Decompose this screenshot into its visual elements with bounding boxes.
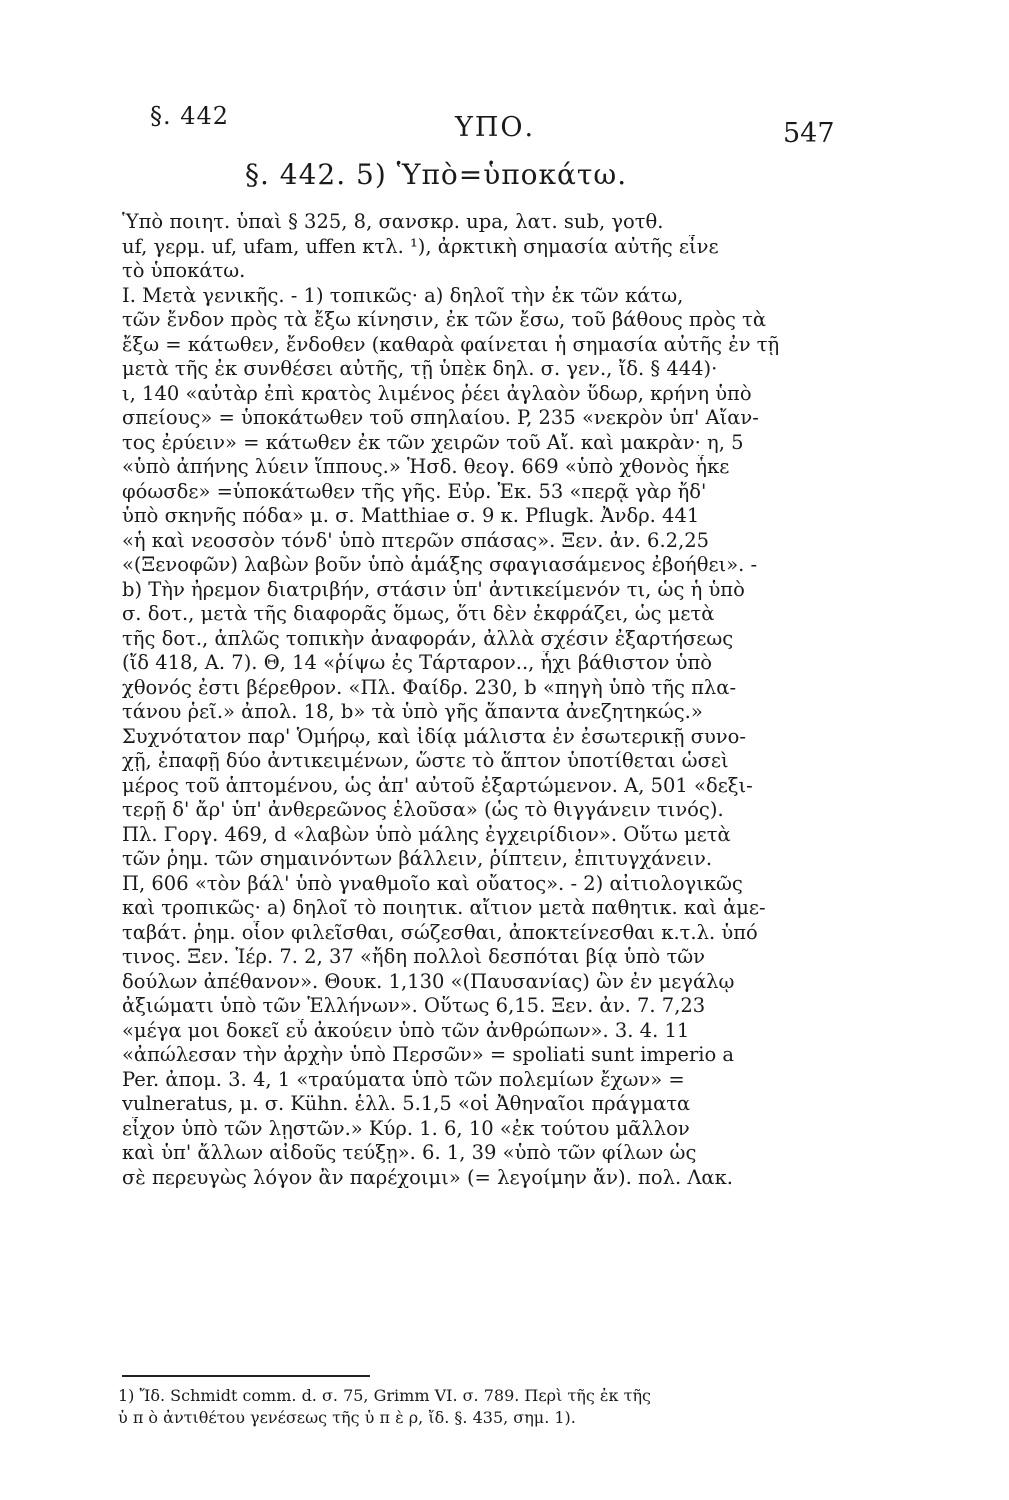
body-line: σὲ περευγὼς λόγον ἂν παρέχοιμι» (= λεγοίμην ἄν). πολ. Λακ. <box>122 1165 733 1189</box>
body-line: «(Ξενοφῶν) λαβὼν βοῦν ὑπὸ ἁμάξης σφαγιασάμενος ἐβοήθει». - <box>122 553 758 576</box>
footnote-rule <box>122 1375 370 1377</box>
body-line: τινος. Ξεν. Ἱέρ. 7. 2, 37 «ἤδη πολλοὶ δεσπόται βίᾳ ὑπὸ τῶν <box>122 945 706 968</box>
body-line: vulneratus, μ. σ. Kühn. ἑλλ. 5.1,5 «οἱ Ἀθηναῖοι πράγματα <box>122 1092 691 1115</box>
body-line: «μέγα μοι δοκεῖ εὖ ἀκούειν ὑπὸ τῶν ἀνθρώπων». 3. 4. 11 <box>122 1018 690 1042</box>
body-line: Πλ. Γοργ. 469, d «λαβὼν ὑπὸ μάλης ἐγχειρίδιον». Οὕτω μετὰ <box>122 822 731 846</box>
body-line: φόωσδε» =ὑποκάτωθεν τῆς γῆς. Εὐρ. Ἑκ. 53 «περᾷ γὰρ ἤδ' <box>122 479 707 503</box>
body-line: (ἴδ 418, A. 7). Θ, 14 «ῥίψω ἐς Τάρταρον.., ἧχι βάθιστον ὑπὸ <box>122 651 713 674</box>
body-line: τάνου ῥεῖ.» ἀπολ. 18, b» τὰ ὑπὸ γῆς ἅπαντα ἀνεζητηκώς.» <box>122 700 703 723</box>
body-line: τος ἐρύειν» = κάτωθεν ἐκ τῶν χειρῶν τοῦ Αἴ. καὶ μακρὰν· η, 5 <box>122 430 744 454</box>
body-line: «ὑπὸ ἀπήνης λύειν ἵππους.» Ἡσδ. θεογ. 669 «ὑπὸ χθονὸς ἧκε <box>122 455 730 478</box>
body-line: τὸ ὑποκάτω. <box>122 259 246 282</box>
body-line: μετὰ τῆς ἐκ συνθέσει αὐτῆς, τῇ ὑπὲκ δηλ. σ. γεν., ἴδ. § 444)· <box>122 357 718 380</box>
page-number: 547 <box>783 118 835 149</box>
body-line: μέρος τοῦ ἁπτομένου, ὡς ἀπ' αὐτοῦ ἐξαρτώμενον. A, 501 «δεξι- <box>122 773 753 797</box>
body-line: σ. δοτ., μετὰ τῆς διαφορᾶς ὅμως, ὅτι δὲν ἐκφράζει, ὡς μετὰ <box>122 602 715 625</box>
body-line: δούλων ἀπέθανον». Θουκ. 1,130 «(Παυσανίας) ὢν ἐν μεγάλῳ <box>122 969 735 993</box>
footnote-line: ὑ π ὸ ἀντιθέτου γενέσεως τῆς ὑ π ὲ ρ, ἴδ. §. 435, σημ. 1). <box>118 1408 576 1427</box>
body-line: τῶν ῥημ. τῶν σημαινόντων βάλλειν, ῥίπτειν, ἐπιτυγχάνειν. <box>122 847 713 870</box>
section-reference: §. 442 <box>150 102 230 130</box>
body-line: ἔξω = κάτωθεν, ἔνδοθεν (καθαρὰ φαίνεται ἡ σημασία αὐτῆς ἐν τῇ <box>122 332 780 356</box>
footnote <box>118 1385 838 1429</box>
body-line: Συχνότατον παρ' Ὁμήρῳ, καὶ ἰδίᾳ μάλιστα ἐν ἐσωτερικῇ συνο- <box>122 724 746 748</box>
body-line: σπείους» = ὑποκάτωθεν τοῦ σπηλαίου. P, 235 «νεκρὸν ὑπ' Αἴαν- <box>122 406 759 429</box>
body-text <box>122 210 832 1190</box>
body-line: τῆς δοτ., ἁπλῶς τοπικὴν ἀναφοράν, ἀλλὰ σχέσιν ἐξαρτήσεως <box>122 626 734 650</box>
body-line: Π, 606 «τὸν βάλ' ὑπὸ γναθμοῖο καὶ οὔατος». - 2) αἰτιολογικῶς <box>122 871 743 895</box>
body-line: τῶν ἔνδον πρὸς τὰ ἔξω κίνησιν, ἐκ τῶν ἔσω, τοῦ βάθους πρὸς τὰ <box>122 308 767 331</box>
body-line: uf, γερμ. uf, ufam, uffen κτλ. ¹), ἀρκτικὴ σημασία αὐτῆς εἶνε <box>122 234 719 258</box>
body-line: καὶ τροπικῶς· a) δηλοῖ τὸ ποιητικ. αἴτιον μετὰ παθητικ. καὶ ἀμε- <box>122 896 766 919</box>
body-line: ταβάτ. ῥημ. οἷον φιλεῖσθαι, σώζεσθαι, ἀποκτείνεσθαι κ.τ.λ. ὑπό <box>122 920 758 944</box>
body-line: Ὑπὸ ποιητ. ὑπαὶ § 325, 8, σανσκρ. upa, λατ. sub, γοτθ. <box>122 210 664 233</box>
body-line: «ἡ καὶ νεοσσὸν τόνδ' ὑπὸ πτερῶν σπάσας». Ξεν. ἀν. 6.2,25 <box>122 528 710 552</box>
body-line: «ἀπώλεσαν τὴν ἀρχὴν ὑπὸ Περσῶν» = spoliati sunt imperio a <box>122 1043 735 1066</box>
body-line: ὑπὸ σκηνῆς πόδα» μ. σ. Matthiae σ. 9 κ. Pflugk. Ἀνδρ. 441 <box>122 504 700 527</box>
section-heading: §. 442. 5) Ὑπὸ=ὑποκάτω. <box>245 158 628 191</box>
body-line: I. Μετὰ γενικῆς. - 1) τοπικῶς· a) δηλοῖ τὴν ἐκ τῶν κάτω, <box>122 283 684 307</box>
body-line: χθονός ἐστι βέρεθρον. «Πλ. Φαίδρ. 230, b «πηγὴ ὑπὸ τῆς πλα- <box>122 675 737 699</box>
body-line: καὶ ὑπ' ἄλλων αἰδοῦς τεύξῃ». 6. 1, 39 «ὑπὸ τῶν φίλων ὡς <box>122 1141 697 1164</box>
body-line: τερῇ δ' ἄρ' ὑπ' ἀνθερεῶνος ἑλοῦσα» (ὡς τὸ θιγγάνειν τινός). <box>122 798 724 821</box>
body-line: ι, 140 «αὐτὰρ ἐπὶ κρατὸς λιμένος ῥέει ἀγλαὸν ὕδωρ, κρήνη ὑπὸ <box>122 381 752 405</box>
body-line: Per. ἀπομ. 3. 4, 1 «τραύματα ὑπὸ τῶν πολεμίων ἔχων» = <box>122 1067 685 1091</box>
footnote-line: 1) Ἴδ. Schmidt comm. d. σ. 75, Grimm VI. σ. 789. Περὶ τῆς ἐκ τῆς <box>118 1386 651 1405</box>
running-title: ΥΠΟ. <box>455 112 536 143</box>
body-line: εἶχον ὑπὸ τῶν λῃστῶν.» Κύρ. 1. 6, 10 «ἐκ τούτου μᾶλλον <box>122 1116 690 1140</box>
body-line: ἀξιώματι ὑπὸ τῶν Ἑλλήνων». Οὕτως 6,15. Ξεν. ἀν. 7. 7,23 <box>122 994 706 1017</box>
body-line: χῇ, ἐπαφῇ δύο ἀντικειμένων, ὥστε τὸ ἅπτον ὑποτίθεται ὡσεὶ <box>122 749 729 772</box>
body-line: b) Τὴν ἠρεμον διατριβήν, στάσιν ὑπ' ἀντικείμενόν τι, ὡς ἡ ὑπὸ <box>122 577 745 601</box>
